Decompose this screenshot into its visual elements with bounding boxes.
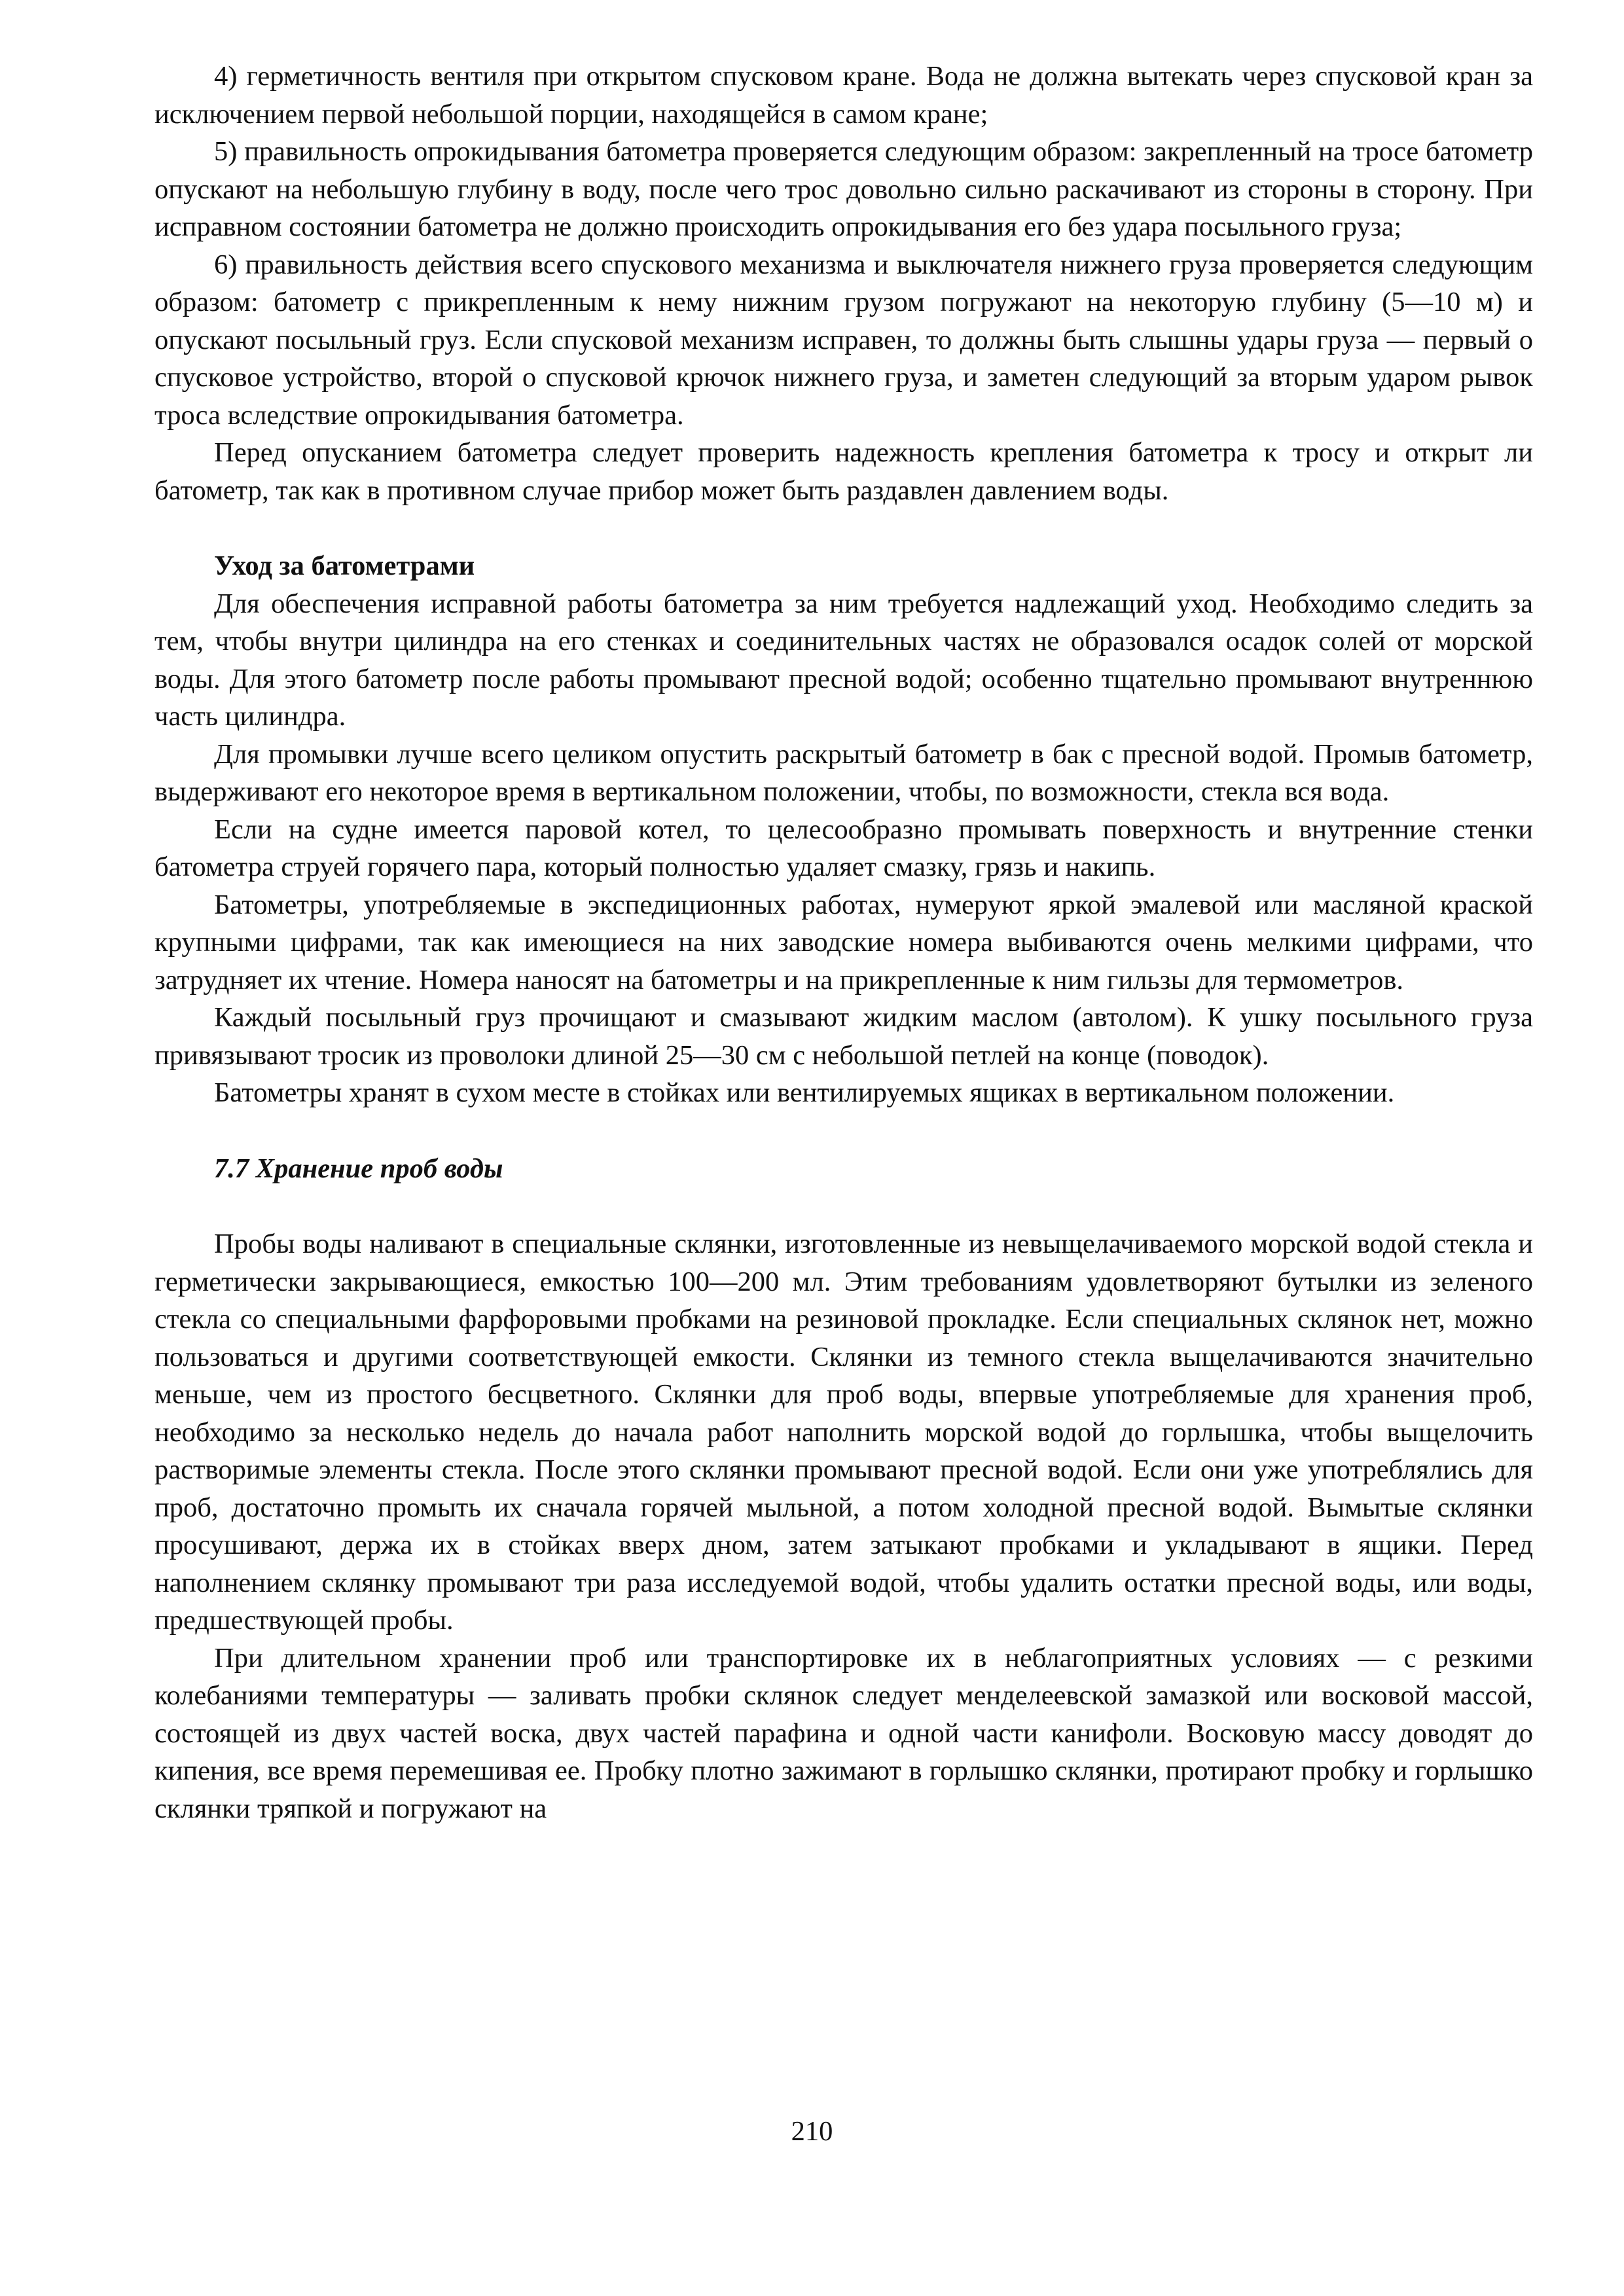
- paragraph-storage-1: Пробы воды наливают в специальные склянки, изготовленные из невыщелачиваемого морской водой стекла и герметически закрывающиеся, емкостью 100—200 мл. Этим требованиям удовлетворяют бутылки из зеленого стекла со специальными фарфоровыми пробками на резиновой прокладке. Если специальных склянок нет, можно пользоваться и другими соответствующей емкости. Склянки из темного стекла выщелачиваются значительно меньше, чем из простого бесцветного. Склянки для проб воды, впервые употребляемые для хранения проб, необходимо за несколько недель до начала работ наполнить морской водой до горлышка, чтобы выщелочить растворимые элементы стекла. После этого склянки промывают пресной водой. Если они уже употреблялись для проб, достаточно промыть их сначала горячей мыльной, а потом холодной пресной водой. Вымытые склянки просушивают, держа их в стойках вверх дном, затем затыкают пробками и укладывают в ящики. Перед наполнением склянку промывают три раза исследуемой водой, чтобы удалить остатки пресной воды, или воды, предшествующей пробы.: [154, 1229, 1533, 1636]
- paragraph-care-6: Батометры хранят в сухом месте в стойках или вентилируемых ящиках в вертикальном положении.: [214, 1077, 1395, 1108]
- paragraph-item-6: 6) правильность действия всего спускового механизма и выключателя нижнего груза проверяется следующим образом: батометр с прикрепленным к нему нижним грузом погружают на некоторую глубину (5—10 м) и опускают посыльный груз. Если спусковой механизм исправен, то должны быть слышны удары груза — первый о спусковое устройство, второй о спусковой крючок нижнего груза, и заметен следующий за вторым ударом рывок троса вследствие опрокидывания батометра.: [154, 249, 1533, 431]
- paragraph-care-4: Батометры, употребляемые в экспедиционных работах, нумеруют яркой эмалевой или масляной краской крупными цифрами, так как имеющиеся на них заводские номера выбиваются очень мелкими цифрами, что затрудняет их чтение. Номера наносят на батометры и на прикрепленные к ним гильзы для термометров.: [154, 889, 1533, 996]
- paragraph-care-2: Для промывки лучше всего целиком опустить раскрытый батометр в бак с пресной водой. Промыв батометр, выдерживают его некоторое время в вертикальном положении, чтобы, по возможности, стекла вся вода.: [154, 738, 1533, 807]
- page-number: 210: [791, 2116, 833, 2147]
- section-heading-storage: 7.7 Хранение проб воды: [214, 1153, 503, 1184]
- paragraph-care-1: Для обеспечения исправной работы батометра за ним требуется надлежащий уход. Необходимо следить за тем, чтобы внутри цилиндра на его стенках и соединительных частях не образовался осадок солей от морской воды. Для этого батометр после работы промывают пресной водой; особенно тщательно промывают внутреннюю часть цилиндра.: [154, 588, 1533, 732]
- spacer: [154, 1112, 1533, 1150]
- paragraph-item-4: 4) герметичность вентиля при открытом спусковом кране. Вода не должна вытекать через спусковой кран за исключением первой небольшой порции, находящейся в самом кране;: [154, 61, 1533, 130]
- paragraph-before-lowering: Перед опусканием батометра следует проверить надежность крепления батометра к тросу и открыт ли батометр, так как в противном случае прибор может быть раздавлен давлением воды.: [154, 437, 1533, 506]
- paragraph-storage-2: При длительном хранении проб или транспортировке их в неблагоприятных условиях — с резкими колебаниями температуры — заливать пробки склянок следует менделеевской замазкой или восковой массой, состоящей из двух частей воска, двух частей парафина и одной части канифоли. Восковую массу доводят до кипения, все время перемешивая ее. Пробку плотно зажимают в горлышко склянки, протирают пробку и горлышко склянки тряпкой и погружают на: [154, 1642, 1533, 1824]
- document-page: [154, 58, 1533, 1827]
- spacer: [154, 1187, 1533, 1225]
- spacer: [154, 509, 1533, 547]
- paragraph-item-5: 5) правильность опрокидывания батометра проверяется следующим образом: закрепленный на тросе батометр опускают на небольшую глубину в воду, после чего трос довольно сильно раскачивают из стороны в сторону. При исправном состоянии батометра не должно происходить опрокидывания его без удара посыльного груза;: [154, 136, 1533, 242]
- paragraph-care-3: Если на судне имеется паровой котел, то целесообразно промывать поверхность и внутренние стенки батометра струей горячего пара, который полностью удаляет смазку, грязь и накипь.: [154, 814, 1533, 882]
- paragraph-care-5: Каждый посыльный груз прочищают и смазывают жидким маслом (автолом). К ушку посыльного груза привязывают тросик из проволоки длиной 25—30 см с небольшой петлей на конце (поводок).: [154, 1002, 1533, 1071]
- section-heading-care: Уход за батометрами: [214, 550, 475, 581]
